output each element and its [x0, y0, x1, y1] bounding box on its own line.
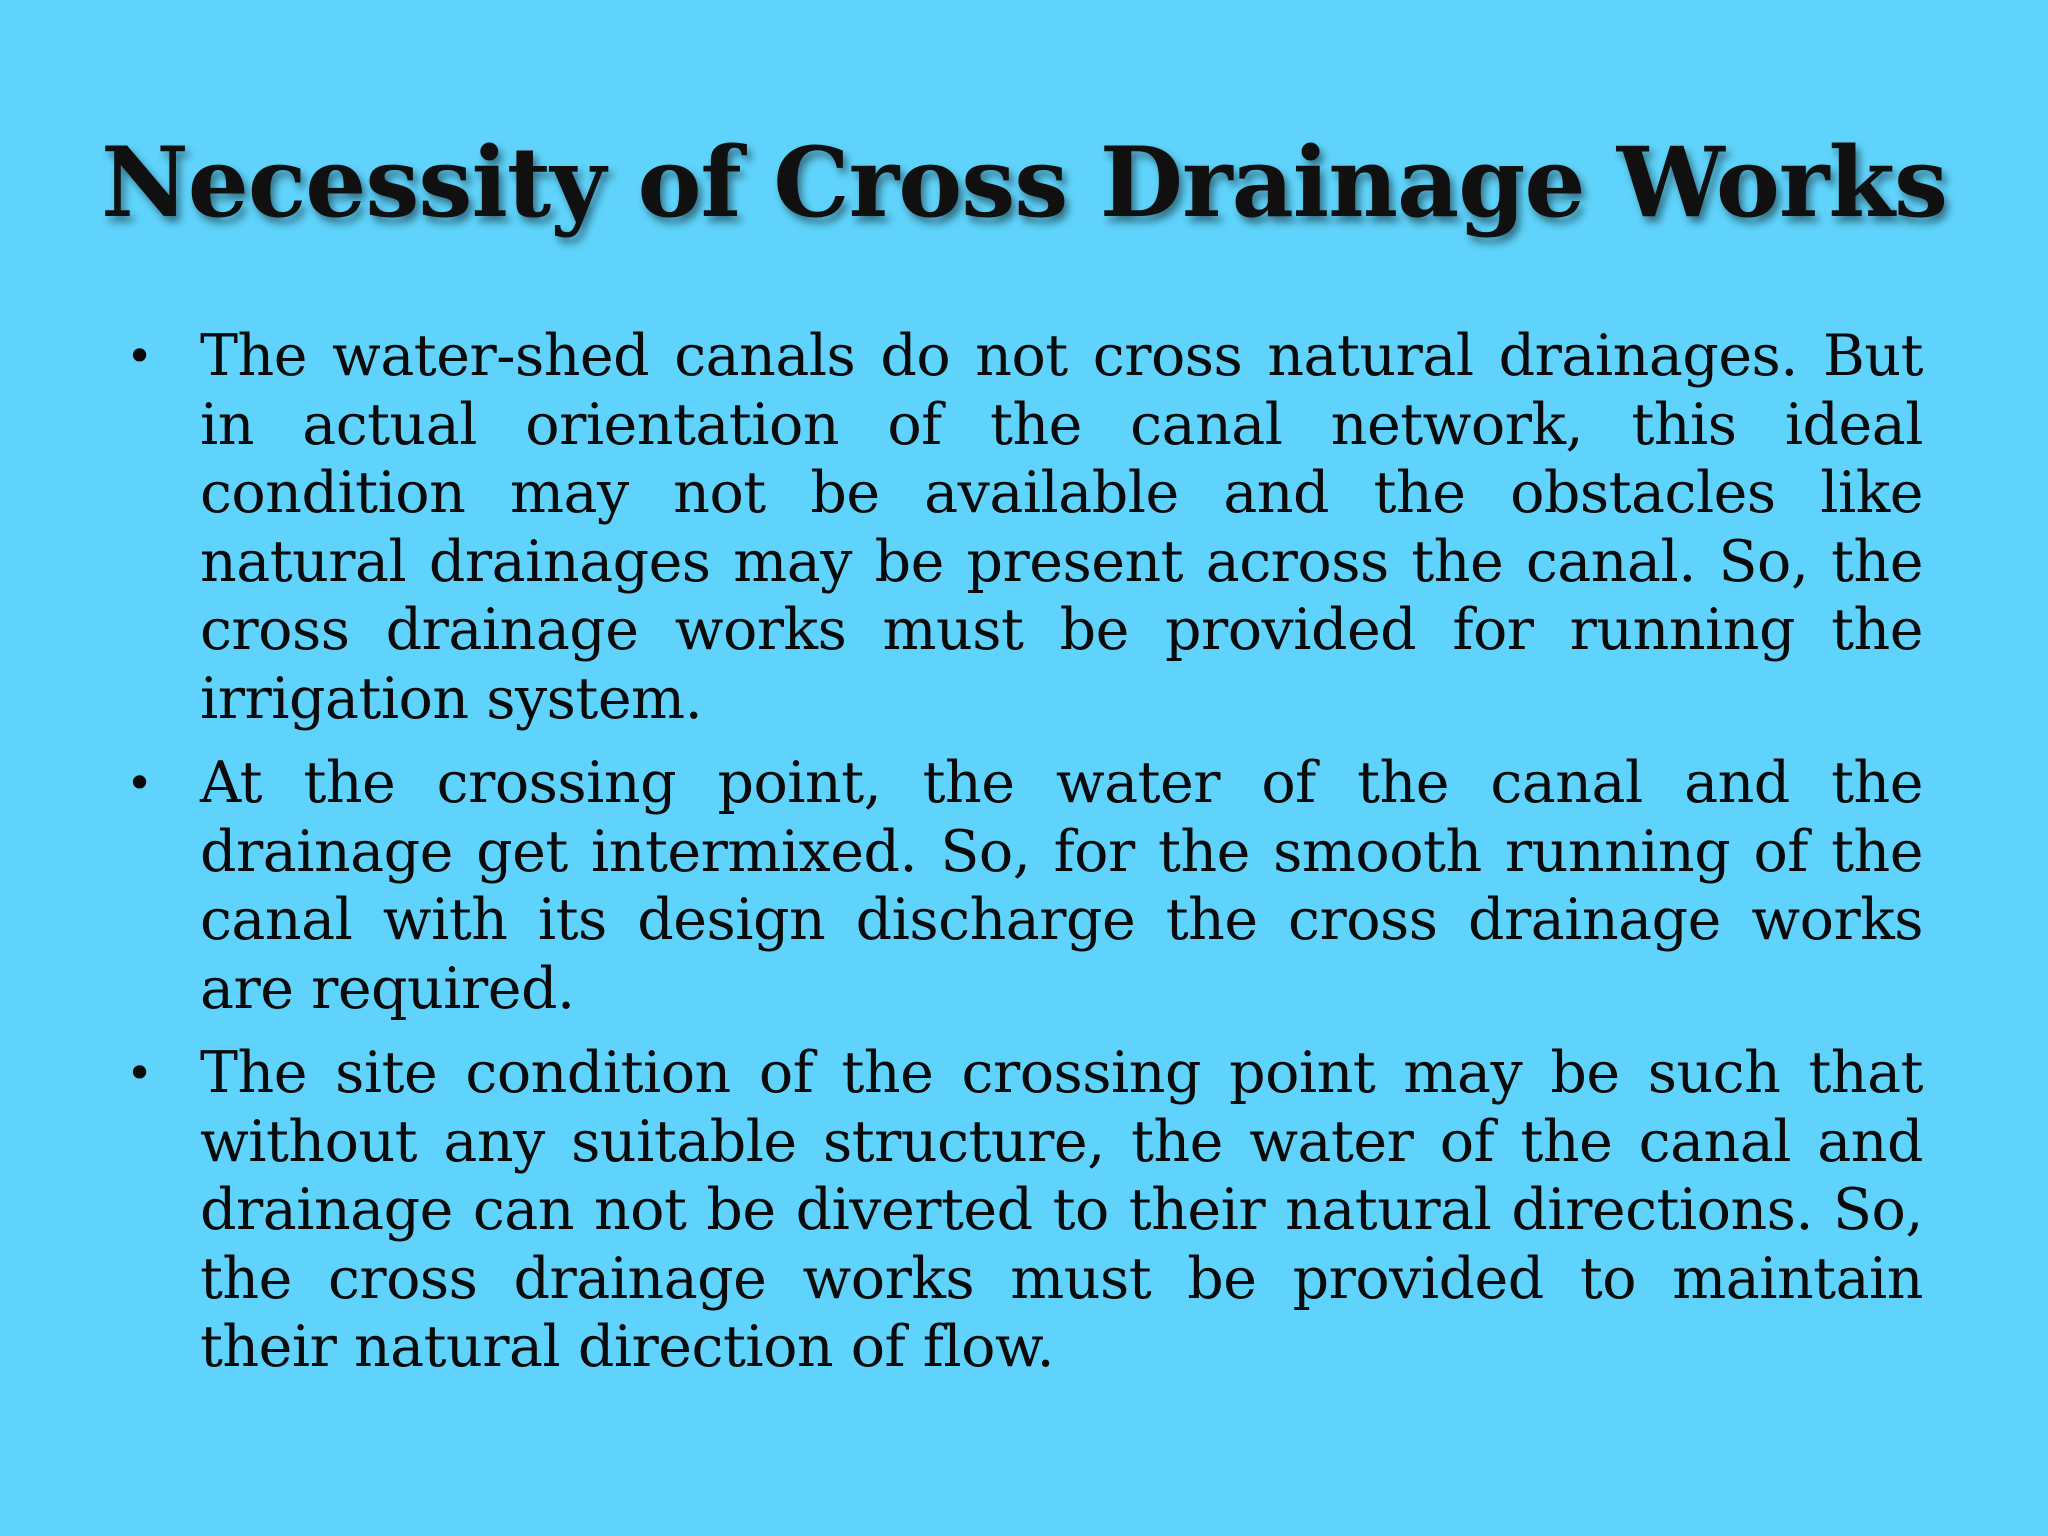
bullet-marker: • — [126, 1046, 153, 1100]
bullet-text: The site condition of the crossing point may be such that without any suitable structure, the water of the canal and drainage can not be diverted to their natural directions. So, the cross drainage works must be provided to maintain their natural direction of flow. — [200, 1040, 1923, 1380]
bullet-item — [118, 322, 1923, 733]
bullet-text: At the crossing point, the water of the canal and the drainage get intermixed. So, for the smooth running of the canal with its design discharge the cross drainage works are required. — [200, 750, 1923, 1022]
bullet-marker: • — [126, 329, 153, 383]
bullet-marker: • — [126, 756, 153, 810]
bullet-item — [118, 749, 1923, 1023]
bullet-text: The water-shed canals do not cross natural drainages. But in actual orientation of the canal network, this ideal condition may not be available and the obstacles like natural drainages may be present across the canal. So, the cross drainage works must be provided for running the irrigation system. — [200, 323, 1923, 732]
bullet-list — [118, 322, 1923, 1398]
slide-title: Necessity of Cross Drainage Works — [100, 126, 1948, 239]
bullet-item — [118, 1039, 1923, 1382]
